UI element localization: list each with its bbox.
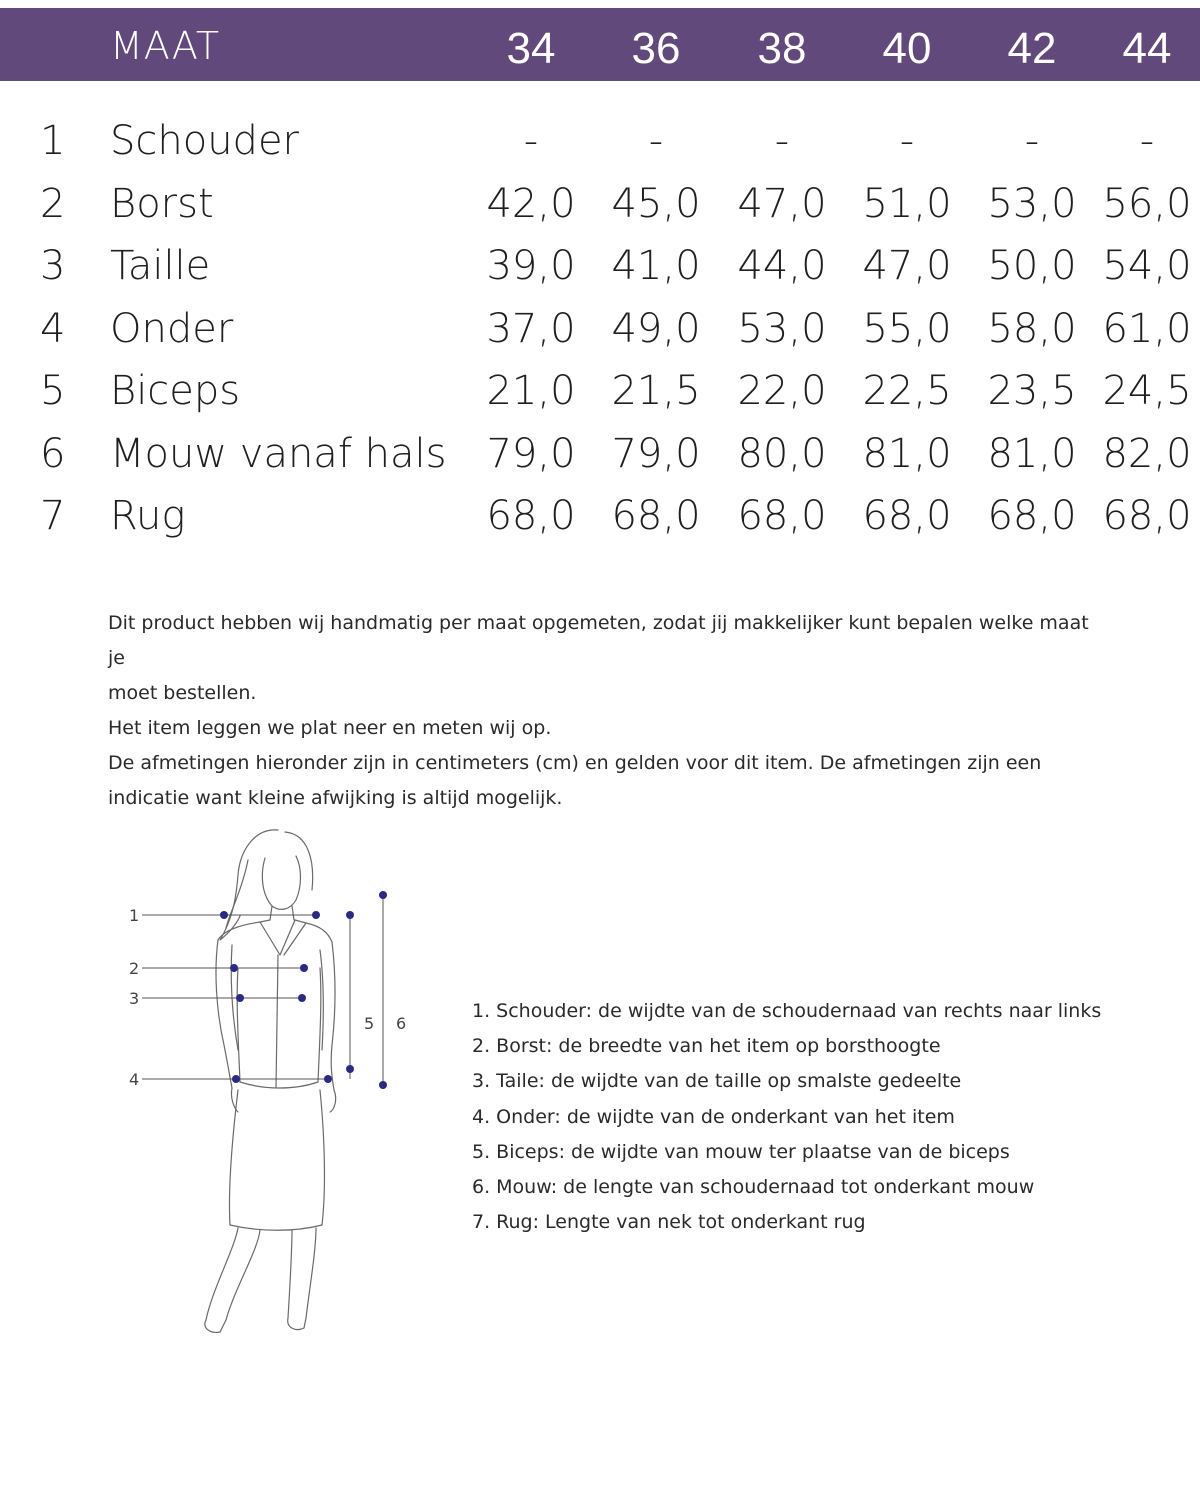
row-measurement-name: Biceps bbox=[110, 368, 241, 414]
table-cell: 50,0 bbox=[987, 243, 1077, 289]
row-number: 2 bbox=[40, 180, 66, 227]
table-cell: 21,0 bbox=[486, 368, 576, 414]
legend-item: 6. Mouw: de lengte van schoudernaad tot onderkant mouw bbox=[472, 1176, 1035, 1199]
legend-item: 1. Schouder: de wijdte van de schoudernaad van rechts naar links bbox=[472, 1000, 1102, 1022]
table-cell: 42,0 bbox=[486, 180, 576, 227]
table-cell: 39,0 bbox=[486, 243, 576, 289]
table-cell: 41,0 bbox=[611, 243, 701, 289]
figure-label-3: 3 bbox=[129, 989, 140, 1008]
table-cell: 44,0 bbox=[737, 243, 827, 289]
table-cell: 80,0 bbox=[737, 430, 827, 477]
table-cell: - bbox=[899, 118, 915, 164]
size-column-36: 36 bbox=[631, 24, 681, 73]
table-cell: 47,0 bbox=[862, 243, 952, 289]
size-column-34: 34 bbox=[506, 24, 556, 73]
legend-item: 4. Onder: de wijdte van de onderkant van het item bbox=[472, 1105, 955, 1128]
table-cell: 21,5 bbox=[611, 368, 701, 414]
table-cell: 81,0 bbox=[862, 430, 952, 477]
table-row bbox=[0, 243, 1200, 306]
table-cell: 37,0 bbox=[486, 305, 576, 352]
info-line: Het item leggen we plat neer en meten wij op. bbox=[108, 717, 552, 739]
table-cell: 68,0 bbox=[486, 493, 576, 539]
table-cell: 56,0 bbox=[1102, 180, 1192, 227]
row-number: 6 bbox=[40, 430, 66, 477]
row-measurement-name: Taille bbox=[110, 243, 211, 289]
table-cell: - bbox=[648, 118, 664, 164]
size-column-44: 44 bbox=[1122, 24, 1172, 73]
legend-item: 2. Borst: de breedte van het item op borsthoogte bbox=[472, 1035, 941, 1058]
table-cell: 61,0 bbox=[1102, 305, 1192, 352]
table-cell: - bbox=[1139, 118, 1155, 164]
row-number: 5 bbox=[40, 368, 66, 414]
measurement-legend bbox=[472, 994, 1172, 1240]
table-cell: 53,0 bbox=[737, 305, 827, 352]
table-cell: 79,0 bbox=[486, 430, 576, 477]
table-cell: 47,0 bbox=[737, 180, 827, 227]
table-cell: - bbox=[523, 118, 539, 164]
size-column-42: 42 bbox=[1007, 24, 1057, 73]
table-cell: 68,0 bbox=[862, 493, 952, 539]
measurement-figure-illustration bbox=[120, 820, 440, 1340]
figure-label-4: 4 bbox=[129, 1070, 140, 1089]
table-cell: 49,0 bbox=[611, 305, 701, 352]
table-row bbox=[0, 368, 1200, 431]
size-header-bar bbox=[0, 8, 1200, 81]
table-cell: 68,0 bbox=[611, 493, 701, 539]
row-measurement-name: Mouw vanaf hals bbox=[110, 430, 447, 477]
table-cell: 23,5 bbox=[987, 368, 1077, 414]
row-measurement-name: Borst bbox=[110, 180, 214, 227]
table-cell: 45,0 bbox=[611, 180, 701, 227]
table-row bbox=[0, 118, 1200, 181]
size-column-40: 40 bbox=[882, 24, 932, 73]
table-cell: - bbox=[1024, 118, 1040, 164]
legend-item: 7. Rug: Lengte van nek tot onderkant rug bbox=[472, 1211, 866, 1234]
info-line: De afmetingen hieronder zijn in centimeters (cm) en gelden voor dit item. De afmetingen zijn een bbox=[108, 752, 1042, 774]
table-row bbox=[0, 305, 1200, 369]
size-header-label: MAAT bbox=[110, 24, 221, 68]
table-cell: 79,0 bbox=[611, 430, 701, 477]
table-row bbox=[0, 493, 1200, 556]
info-text bbox=[108, 606, 1108, 816]
table-cell: 24,5 bbox=[1102, 368, 1192, 414]
figure-label-6: 6 bbox=[396, 1014, 407, 1033]
table-cell: 68,0 bbox=[987, 493, 1077, 539]
table-row bbox=[0, 180, 1200, 244]
row-number: 7 bbox=[40, 493, 66, 539]
info-line: indicatie want kleine afwijking is altijd mogelijk. bbox=[108, 787, 563, 809]
table-cell: 81,0 bbox=[987, 430, 1077, 477]
row-measurement-name: Schouder bbox=[110, 118, 300, 164]
row-number: 3 bbox=[40, 243, 66, 289]
legend-item: 3. Taile: de wijdte van de taille op smalste gedeelte bbox=[472, 1070, 962, 1093]
table-cell: 82,0 bbox=[1102, 430, 1192, 477]
table-cell: 55,0 bbox=[862, 305, 952, 352]
table-cell: 68,0 bbox=[1102, 493, 1192, 539]
row-number: 4 bbox=[40, 305, 66, 352]
table-cell: 53,0 bbox=[987, 180, 1077, 227]
row-measurement-name: Onder bbox=[110, 305, 234, 352]
info-line: Dit product hebben wij handmatig per maat opgemeten, zodat jij makkelijker kunt bepalen welke maat je bbox=[108, 612, 1089, 669]
table-row bbox=[0, 430, 1200, 494]
table-cell: 54,0 bbox=[1102, 243, 1192, 289]
table-cell: 68,0 bbox=[737, 493, 827, 539]
woman-figure-icon bbox=[120, 820, 440, 1340]
legend-item: 5. Biceps: de wijdte van mouw ter plaatse van de biceps bbox=[472, 1140, 1010, 1163]
table-cell: 22,5 bbox=[862, 368, 952, 414]
size-column-38: 38 bbox=[757, 24, 807, 73]
table-cell: 51,0 bbox=[862, 180, 952, 227]
row-measurement-name: Rug bbox=[110, 493, 186, 539]
table-cell: 22,0 bbox=[737, 368, 827, 414]
info-line: moet bestellen. bbox=[108, 682, 257, 704]
figure-label-5: 5 bbox=[364, 1014, 375, 1033]
figure-label-2: 2 bbox=[129, 959, 140, 978]
table-cell: 58,0 bbox=[987, 305, 1077, 352]
figure-label-1: 1 bbox=[129, 906, 140, 925]
table-cell: - bbox=[774, 118, 790, 164]
row-number: 1 bbox=[40, 118, 66, 164]
